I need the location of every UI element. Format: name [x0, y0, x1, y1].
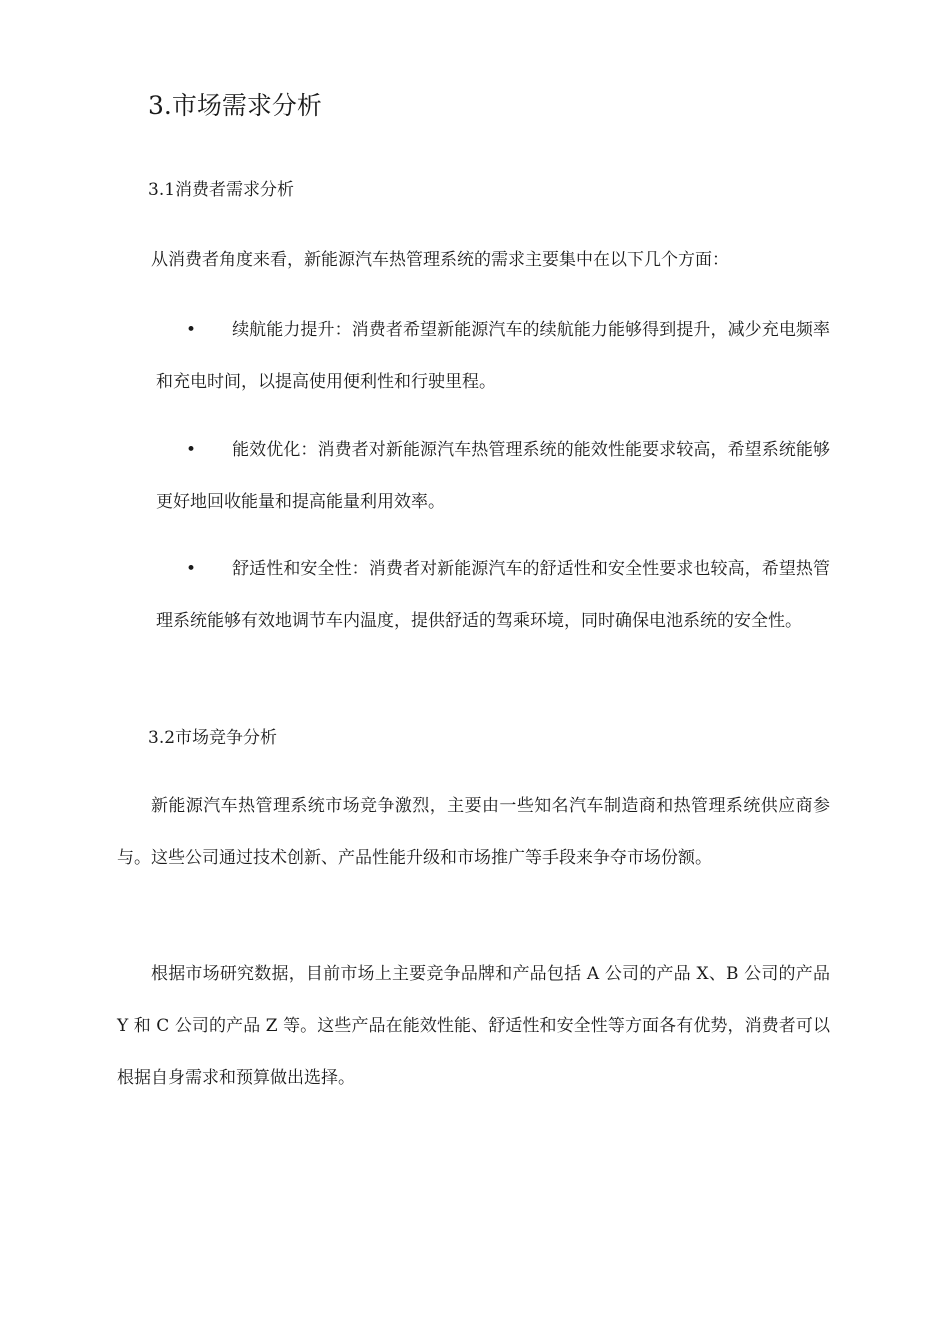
bullet-text: 舒适性和安全性：消费者对新能源汽车的舒适性和安全性要求也较高，希望热管理系统能够有效地调节车内温度，提供舒适的驾乘环境，同时确保电池系统的安全性。: [156, 559, 830, 631]
bullet-item-efficiency: [156, 424, 830, 528]
consumer-heading: 3.1消费者需求分析: [148, 180, 295, 200]
competition-heading: 3.2市场竞争分析: [148, 728, 278, 748]
bullet-item-comfort-safety: [156, 543, 830, 647]
bullet-dot: •: [186, 440, 197, 460]
bullet-dot: •: [186, 559, 197, 579]
bullet-text: 续航能力提升：消费者希望新能源汽车的续航能力能够得到提升，减少充电频率和充电时间，以提高使用便利性和行驶里程。: [156, 320, 830, 392]
bullet-text: 能效优化：消费者对新能源汽车热管理系统的能效性能要求较高，希望系统能够更好地回收能量和提高能量利用效率。: [156, 440, 830, 512]
competition-paragraph-2: 根据市场研究数据，目前市场上主要竞争品牌和产品包括 A 公司的产品 X、B 公司的产品 Y 和 C 公司的产品 Z 等。这些产品在能效性能、舒适性和安全性等方面各有优势，消费者可以根据自身需求和预算做出选择。: [117, 964, 830, 1088]
competition-paragraph-1: 新能源汽车热管理系统市场竞争激烈，主要由一些知名汽车制造商和热管理系统供应商参与。这些公司通过技术创新、产品性能升级和市场推广等手段来争夺市场份额。: [117, 796, 830, 868]
consumer-intro-paragraph: 从消费者角度来看，新能源汽车热管理系统的需求主要集中在以下几个方面：: [151, 250, 729, 270]
bullet-item-range: [156, 304, 830, 408]
section-title: 3.市场需求分析: [148, 91, 322, 120]
bullet-dot: •: [186, 320, 197, 340]
